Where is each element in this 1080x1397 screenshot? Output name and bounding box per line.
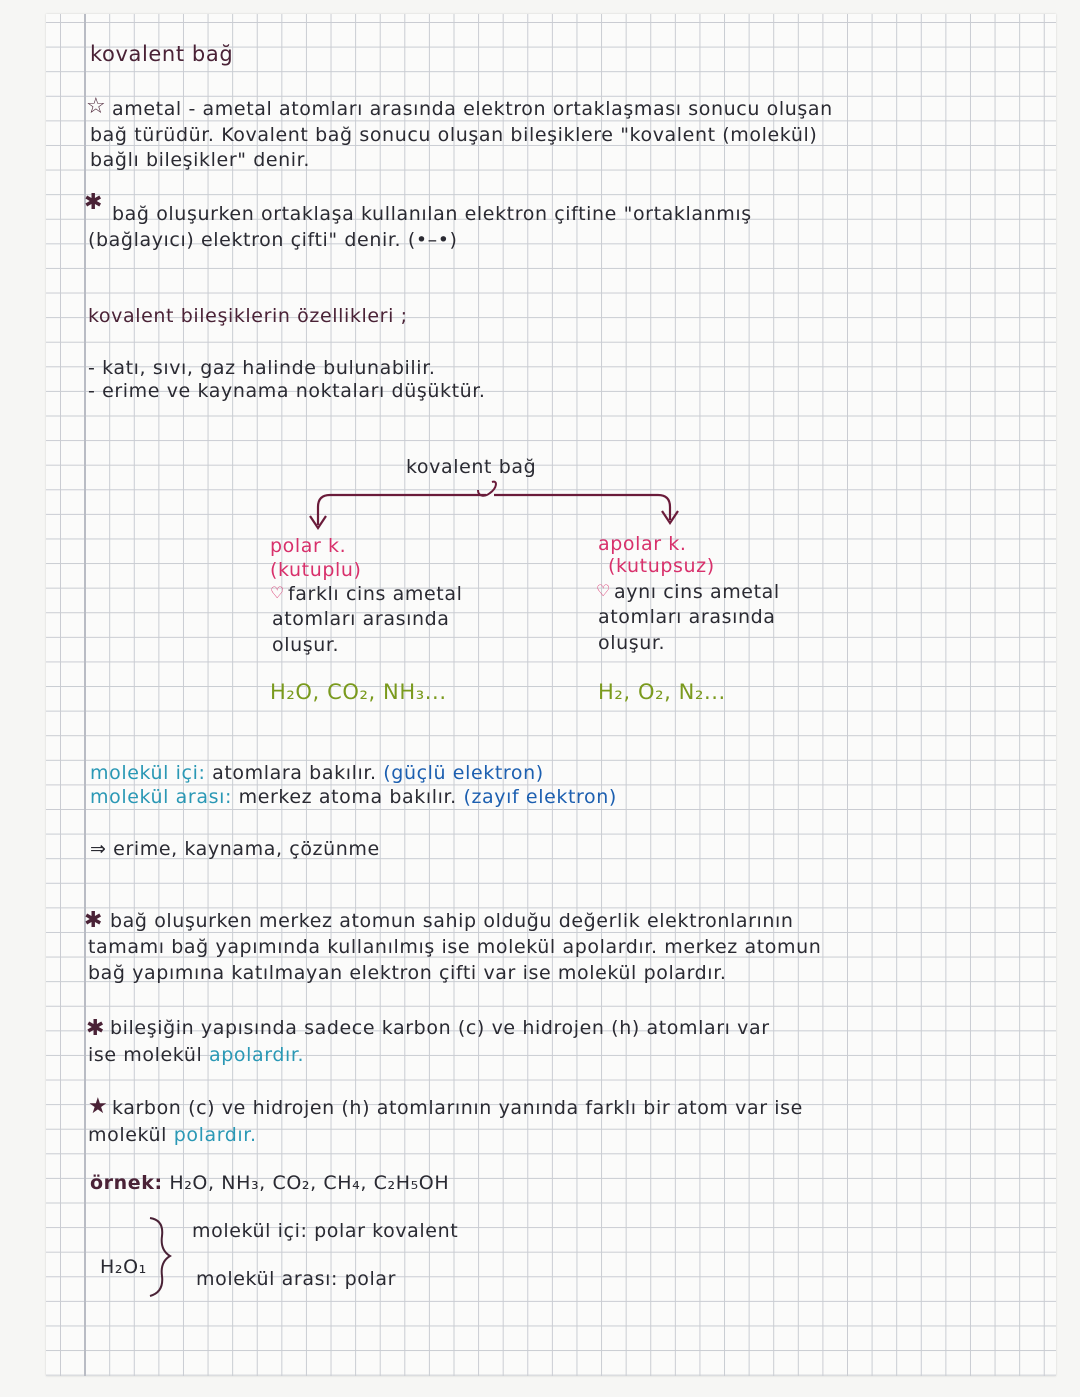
apolar-desc-2: atomları arasında <box>598 606 776 628</box>
apolar-subtitle: (kutupsuz) <box>608 555 715 577</box>
note2-line-3: bağ yapımına katılmayan elektron çifti var ise molekül polardır. <box>88 962 727 984</box>
star-outline-icon: ☆ <box>86 94 106 119</box>
polar-desc-3: oluşur. <box>272 634 340 656</box>
polar-examples: H₂O, CO₂, NH₃... <box>270 680 447 704</box>
polar-title: polar k. <box>270 535 347 557</box>
arrow-line: ⇒ erime, kaynama, çözünme <box>90 838 380 860</box>
example-formulas: H₂O, NH₃, CO₂, CH₄, C₂H₅OH <box>169 1172 450 1194</box>
example-inter: molekül arası: polar <box>196 1268 397 1290</box>
asterisk-star-icon: ✱ <box>86 1016 105 1041</box>
example-intra: molekül içi: polar kovalent <box>192 1220 459 1242</box>
note3-prefix: ise molekül <box>88 1044 209 1066</box>
note3-line-1: bileşiğin yapısında sadece karbon (c) ve hidrojen (h) atomları var <box>110 1017 770 1039</box>
apolar-title: apolar k. <box>598 533 687 555</box>
intermolecular-label: molekül arası: <box>90 786 232 808</box>
polar-desc-1: farklı cins ametal <box>288 583 463 605</box>
properties-heading: kovalent bileşiklerin özellikleri ; <box>88 305 408 327</box>
note1-line-1: bağ oluşurken ortaklaşa kullanılan elektron çiftine "ortaklanmış <box>112 203 752 225</box>
intro-line-2: bağ türüdür. Kovalent bağ sonucu oluşan bileşiklere "kovalent (molekül) <box>90 124 818 146</box>
intramolecular-text: atomlara bakılır. <box>205 762 377 784</box>
heart-icon: ♡ <box>270 583 285 602</box>
note2-line-1: bağ oluşurken merkez atomun sahip olduğu değerlik elektronlarının <box>110 910 794 932</box>
note4-prefix: molekül <box>88 1124 174 1146</box>
apolar-examples: H₂, O₂, N₂... <box>598 680 726 704</box>
apolar-desc-1: aynı cins ametal <box>614 581 780 603</box>
note4-line-1: karbon (c) ve hidrojen (h) atomlarının yanında farklı bir atom var ise <box>112 1097 803 1119</box>
asterisk-star-icon: ✱ <box>84 190 103 215</box>
apolar-desc-3: oluşur. <box>598 632 666 654</box>
heart-icon: ♡ <box>596 581 611 600</box>
intro-line-3: bağlı bileşikler" denir. <box>90 149 310 171</box>
intermolecular-note: (zayıf elektron) <box>463 786 617 808</box>
asterisk-star-icon: ✱ <box>84 908 103 933</box>
note2-line-2: tamamı bağ yapımında kullanılmış ise molekül apolardır. merkez atomun <box>88 936 822 958</box>
star-icon: ★ <box>88 1094 108 1119</box>
example-label: örnek: <box>90 1172 163 1194</box>
property-item-2: - erime ve kaynama noktaları düşüktür. <box>88 380 486 402</box>
property-item-1: - katı, sıvı, gaz halinde bulunabilir. <box>88 357 436 379</box>
note1-line-2: (bağlayıcı) elektron çifti" denir. (•–•) <box>88 229 458 251</box>
note4-highlight: polardır. <box>173 1124 257 1146</box>
note3-highlight: apolardır. <box>209 1044 305 1066</box>
intro-line-1: ametal - ametal atomları arasında elektron ortaklaşması sonucu oluşan <box>112 98 833 120</box>
example-subject: H₂O₁ <box>100 1256 147 1278</box>
polar-desc-2: atomları arasında <box>272 608 450 630</box>
page-title: kovalent bağ <box>90 42 234 66</box>
intermolecular-text: merkez atoma bakılır. <box>231 786 457 808</box>
polar-subtitle: (kutuplu) <box>270 559 362 581</box>
intramolecular-label: molekül içi: <box>90 762 206 784</box>
intramolecular-note: (güçlü elektron) <box>383 762 544 784</box>
diagram-root: kovalent bağ <box>406 456 537 478</box>
